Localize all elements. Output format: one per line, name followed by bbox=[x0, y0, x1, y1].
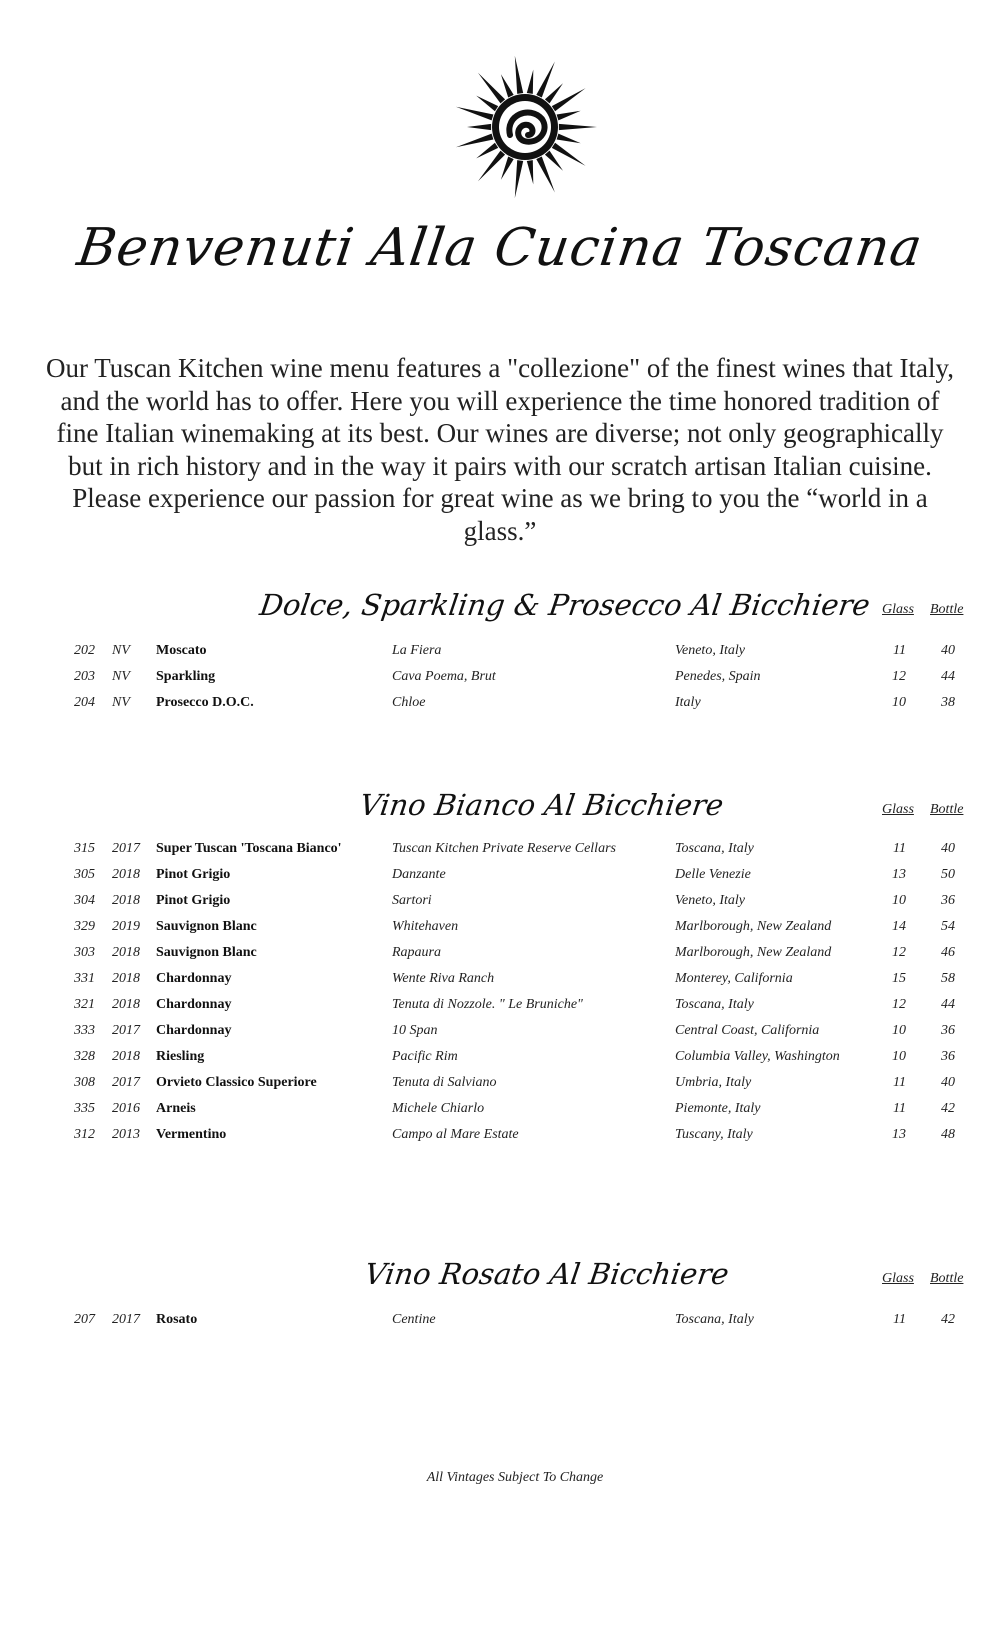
wine-row bbox=[0, 695, 1000, 721]
section-title: Vino Rosato Al Bicchiere bbox=[362, 1257, 731, 1291]
region: Toscana, Italy bbox=[675, 841, 754, 856]
glass-price: 11 bbox=[893, 841, 906, 856]
region: Piemonte, Italy bbox=[675, 1101, 761, 1116]
glass-price: 12 bbox=[892, 945, 906, 960]
bin-number: 321 bbox=[74, 997, 95, 1012]
producer: Tenuta di Nozzole. " Le Bruniche" bbox=[392, 997, 583, 1012]
bin-number: 207 bbox=[74, 1312, 95, 1327]
bin-number: 305 bbox=[74, 867, 95, 882]
region: Veneto, Italy bbox=[675, 643, 745, 658]
glass-column-header: Glass bbox=[882, 602, 914, 617]
vintage: NV bbox=[112, 695, 130, 710]
varietal: Orvieto Classico Superiore bbox=[156, 1075, 317, 1090]
wine-row bbox=[0, 1023, 1000, 1049]
bottle-column-header: Bottle bbox=[930, 1271, 964, 1286]
varietal: Prosecco D.O.C. bbox=[156, 695, 254, 710]
bottle-price: 42 bbox=[941, 1312, 955, 1327]
vintage: NV bbox=[112, 669, 130, 684]
glass-price: 10 bbox=[892, 893, 906, 908]
varietal: Pinot Grigio bbox=[156, 893, 231, 908]
wine-row bbox=[0, 1049, 1000, 1075]
producer: Danzante bbox=[392, 867, 446, 882]
varietal: Chardonnay bbox=[156, 1023, 232, 1038]
vintage: 2013 bbox=[112, 1127, 140, 1142]
wine-row bbox=[0, 867, 1000, 893]
region: Marlborough, New Zealand bbox=[675, 945, 832, 960]
varietal: Arneis bbox=[156, 1101, 196, 1116]
sun-logo-icon bbox=[450, 45, 600, 215]
bottle-price: 36 bbox=[941, 893, 955, 908]
wine-row bbox=[0, 1127, 1000, 1153]
wine-list bbox=[0, 643, 1000, 721]
vintage: 2018 bbox=[112, 945, 140, 960]
wine-list bbox=[0, 841, 1000, 1153]
bin-number: 203 bbox=[74, 669, 95, 684]
bottle-price: 42 bbox=[941, 1101, 955, 1116]
region: Veneto, Italy bbox=[675, 893, 745, 908]
section-title: Dolce, Sparkling & Prosecco Al Bicchiere bbox=[257, 588, 873, 622]
menu-title: Benvenuti Alla Cucina Toscana bbox=[73, 218, 927, 278]
bin-number: 304 bbox=[74, 893, 95, 908]
producer: Cava Poema, Brut bbox=[392, 669, 496, 684]
region: Tuscany, Italy bbox=[675, 1127, 753, 1142]
glass-price: 11 bbox=[893, 1075, 906, 1090]
bin-number: 308 bbox=[74, 1075, 95, 1090]
bin-number: 331 bbox=[74, 971, 95, 986]
bin-number: 335 bbox=[74, 1101, 95, 1116]
bin-number: 303 bbox=[74, 945, 95, 960]
vintage: 2017 bbox=[112, 1075, 140, 1090]
bottle-price: 58 bbox=[941, 971, 955, 986]
region: Marlborough, New Zealand bbox=[675, 919, 832, 934]
wine-row bbox=[0, 997, 1000, 1023]
bin-number: 333 bbox=[74, 1023, 95, 1038]
wine-row bbox=[0, 1312, 1000, 1338]
bottle-price: 50 bbox=[941, 867, 955, 882]
producer: 10 Span bbox=[392, 1023, 438, 1038]
vintage: 2018 bbox=[112, 893, 140, 908]
varietal: Chardonnay bbox=[156, 971, 232, 986]
bin-number: 329 bbox=[74, 919, 95, 934]
vintage: 2019 bbox=[112, 919, 140, 934]
wine-row bbox=[0, 841, 1000, 867]
region: Toscana, Italy bbox=[675, 1312, 754, 1327]
glass-price: 15 bbox=[892, 971, 906, 986]
varietal: Pinot Grigio bbox=[156, 867, 231, 882]
bin-number: 312 bbox=[74, 1127, 95, 1142]
wine-row bbox=[0, 945, 1000, 971]
vintage: 2016 bbox=[112, 1101, 140, 1116]
region: Italy bbox=[675, 695, 701, 710]
bottle-column-header: Bottle bbox=[930, 802, 964, 817]
wine-list bbox=[0, 1312, 1000, 1338]
varietal: Sparkling bbox=[156, 669, 216, 684]
glass-price: 10 bbox=[892, 1049, 906, 1064]
producer: Centine bbox=[392, 1312, 436, 1327]
glass-price: 12 bbox=[892, 669, 906, 684]
region: Columbia Valley, Washington bbox=[675, 1049, 840, 1064]
vintage: 2018 bbox=[112, 867, 140, 882]
glass-price: 13 bbox=[892, 1127, 906, 1142]
bottle-price: 44 bbox=[941, 997, 955, 1012]
bottle-price: 36 bbox=[941, 1023, 955, 1038]
glass-price: 13 bbox=[892, 867, 906, 882]
varietal: Vermentino bbox=[156, 1127, 227, 1142]
bottle-price: 46 bbox=[941, 945, 955, 960]
glass-column-header: Glass bbox=[882, 802, 914, 817]
producer: Tenuta di Salviano bbox=[392, 1075, 497, 1090]
glass-price: 10 bbox=[892, 1023, 906, 1038]
bottle-price: 40 bbox=[941, 643, 955, 658]
vintage: NV bbox=[112, 643, 130, 658]
wine-row bbox=[0, 893, 1000, 919]
glass-column-header: Glass bbox=[882, 1271, 914, 1286]
producer: Whitehaven bbox=[392, 919, 459, 934]
vintage: 2017 bbox=[112, 1023, 140, 1038]
region: Toscana, Italy bbox=[675, 997, 754, 1012]
wine-row bbox=[0, 1075, 1000, 1101]
bin-number: 204 bbox=[74, 695, 95, 710]
producer: Pacific Rim bbox=[392, 1049, 458, 1064]
producer: Sartori bbox=[392, 893, 432, 908]
intro-paragraph: Our Tuscan Kitchen wine menu features a "collezione" of the finest wines that Italy, and the world has to offer. Here you will experience the time honored tradition of fine Italian winemaking at its best. Our wines are diverse; not only geographically but in rich history and in the way it pairs with our scratch artisan Italian cuisine. Please experience our passion for great wine as we bring to you the “world in a glass.” bbox=[45, 353, 955, 546]
region: Central Coast, California bbox=[675, 1023, 820, 1038]
vintage: 2018 bbox=[112, 971, 140, 986]
varietal: Moscato bbox=[156, 643, 207, 658]
wine-row bbox=[0, 643, 1000, 669]
glass-price: 11 bbox=[893, 643, 906, 658]
producer: La Fiera bbox=[392, 643, 442, 658]
varietal: Sauvignon Blanc bbox=[156, 945, 257, 960]
glass-price: 11 bbox=[893, 1312, 906, 1327]
vintage: 2017 bbox=[112, 1312, 140, 1327]
vintage: 2018 bbox=[112, 997, 140, 1012]
bottle-price: 54 bbox=[941, 919, 955, 934]
bin-number: 315 bbox=[74, 841, 95, 856]
producer: Rapaura bbox=[392, 945, 441, 960]
bottle-price: 36 bbox=[941, 1049, 955, 1064]
glass-price: 11 bbox=[893, 1101, 906, 1116]
glass-price: 14 bbox=[892, 919, 906, 934]
bottle-price: 40 bbox=[941, 841, 955, 856]
wine-row bbox=[0, 919, 1000, 945]
bottle-price: 48 bbox=[941, 1127, 955, 1142]
bottle-price: 44 bbox=[941, 669, 955, 684]
bottle-price: 40 bbox=[941, 1075, 955, 1090]
varietal: Riesling bbox=[156, 1049, 205, 1064]
varietal: Sauvignon Blanc bbox=[156, 919, 257, 934]
section-title: Vino Bianco Al Bicchiere bbox=[357, 788, 726, 822]
vintage-disclaimer: All Vintages Subject To Change bbox=[426, 1470, 604, 1485]
wine-row bbox=[0, 971, 1000, 997]
varietal: Chardonnay bbox=[156, 997, 232, 1012]
bottle-column-header: Bottle bbox=[930, 602, 964, 617]
glass-price: 12 bbox=[892, 997, 906, 1012]
vintage: 2017 bbox=[112, 841, 140, 856]
bottle-price: 38 bbox=[941, 695, 955, 710]
bin-number: 328 bbox=[74, 1049, 95, 1064]
wine-row bbox=[0, 669, 1000, 695]
region: Penedes, Spain bbox=[675, 669, 761, 684]
producer: Michele Chiarlo bbox=[392, 1101, 485, 1116]
vintage: 2018 bbox=[112, 1049, 140, 1064]
varietal: Rosato bbox=[156, 1312, 198, 1327]
producer: Tuscan Kitchen Private Reserve Cellars bbox=[392, 841, 616, 856]
wine-row bbox=[0, 1101, 1000, 1127]
producer: Chloe bbox=[392, 695, 426, 710]
region: Monterey, California bbox=[675, 971, 793, 986]
region: Umbria, Italy bbox=[675, 1075, 752, 1090]
producer: Campo al Mare Estate bbox=[392, 1127, 519, 1142]
bin-number: 202 bbox=[74, 643, 95, 658]
varietal: Super Tuscan 'Toscana Bianco' bbox=[156, 841, 342, 856]
region: Delle Venezie bbox=[675, 867, 751, 882]
producer: Wente Riva Ranch bbox=[392, 971, 495, 986]
glass-price: 10 bbox=[892, 695, 906, 710]
